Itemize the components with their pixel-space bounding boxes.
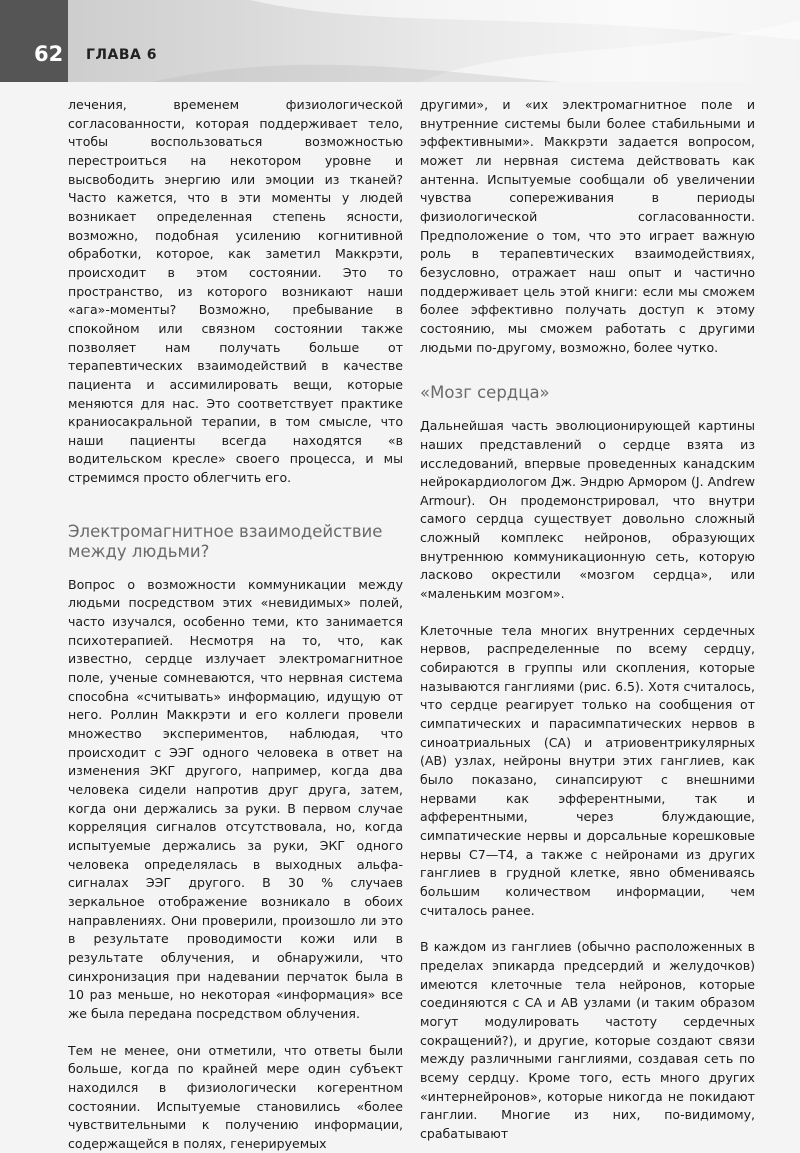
right-paragraph-1: другими», и «их электромагнитное поле и внутренние системы были более стабильными и эффективными». Маккрэти задается вопросом, может ли нервная система действовать как антенна. Испытуемые сообщали об увеличении чувства сопереживания в периоды физиологической согласованности. Предположение о том, что это играет важную роль в терапевтических взаимодействиях, безусловно, отражает наш опыт и частично поддерживает цель этой книги: если мы сможем более эффективно получать доступ к этому состоянию, мы сможем работать с другими людьми по-другому, возможно, более чутко. xyxy=(420,97,755,355)
left-column xyxy=(68,96,403,1153)
right-paragraph-3: Клеточные тела многих внутренних сердечных нервов, распределенные по всему сердцу, собираются в группы или скопления, которые называются ганглиями (рис. 6.5). Хотя считалось, что сердце реагирует только на сообщения от симпатических и парасимпатических нервов в синоатриальных (СА) и атриовентрикулярных (АВ) узлах, нейроны внутри этих ганглиев, как было показано, синапсируют с внешними нервами как эфферентными, так и афферентными, через блуждающие, симпатические нервы и дорсальные корешковые нервы С7—Т4, а также с нейронами из других ганглиев в грудной клетке, явно обмениваясь большим количеством информации, чем считалось ранее. xyxy=(420,622,755,918)
right-paragraph-4: В каждом из ганглиев (обычно расположенных в пределах эпикарда предсердий и желудочков) имеются клеточные тела нейронов, которые соединяются с СА и АВ узлами (и таким образом могут модулировать частоту сердечных сокращений?), и другие, которые создают связи между различными ганглиями, создавая сеть по всему сердцу. Кроме того, есть много других «интернейронов», которые никогда не покидают ганглии. Многие из них, по-видимому, срабатывают xyxy=(420,939,755,1141)
right-paragraph-2: Дальнейшая часть эволюционирующей картины наших представлений о сердце взята из исследований, впервые проведенных канадским нейрокардиологом Дж. Эндрю Армором (J. Andrew Armour). Он продемонстрировал, что внутри самого сердца существует довольно сложный сложный комплекс нейронов, образующих внутреннюю коммуникационную сеть, которую ласково окрестили «мозгом сердца», или «маленьким мозгом». xyxy=(420,418,755,602)
page-number-box xyxy=(0,0,68,82)
page-number: 62 xyxy=(34,42,64,66)
left-paragraph-2: Вопрос о возможности коммуникации между людьми посредством этих «невидимых» полей, часто изучался, особенно теми, кто занимается психотерапией. Несмотря на то, что, как известно, сердце излучает электромагнитное поле, ученые сомневаются, что нервная система способна «считывать» информацию, идущую от него. Роллин Маккрэти и его коллеги провели множество экспериментов, наблюдая, что происходит с ЭЭГ одного человека в ответ на изменения ЭКГ другого, например, когда два человека сидели напротив друг друга, затем, когда они держались за руки. В первом случае корреляция сигналов отсутствовала, но, когда испытуемые держались за руки, ЭКГ одного человека определялась в выходных альфа-сигналах ЭЭГ другого. В 30 % случаев зеркальное отображение возникало в обоих направлениях. Они проверили, произошло ли это в результате проводимости кожи или в результате облучения, и обнаружили, что синхронизация при надевании перчаток была в 10 раз меньше, но некоторая «информация» все же была передана посредством облучения. xyxy=(68,576,403,1021)
chapter-label: ГЛАВА 6 xyxy=(86,47,158,63)
section-title-heart-brain: «Мозг сердца» xyxy=(420,383,550,403)
left-paragraph-3: Тем не менее, они отметили, что ответы были больше, когда по крайней мере один субъект находился в физиологически когерентном состоянии. Испытуемые становились «более чувствительными к получению информации, содержащейся в полях, генерируемых xyxy=(68,1042,403,1151)
left-paragraph-1: лечения, временем физиологической согласованности, которая поддерживает тело, чтобы воспользоваться возможностью перестроиться на некотором уровне и высвободить энергию или эмоции из тканей? Часто кажется, что в эти моменты у людей возникает определенная степень ясности, возможно, подобная усилению когнитивной обработки, которое, как заметил Маккрэти, происходит в этом состоянии. Это то пространство, из которого возникают наши «ага»-моменты? Возможно, пребывание в спокойном или связном состоянии также позволяет нам получать больше от терапевтических взаимодействий в качестве пациента и ассимилировать вещи, которые меняются для нас. Это соответствует практике краниосакральной терапии, в том смысле, что наши пациенты всегда находятся «в водительском кресле» своего процесса, и мы стремимся просто облегчить его. xyxy=(68,97,403,486)
header-swoosh-decoration xyxy=(0,0,800,82)
page-header xyxy=(0,0,800,82)
section-title-electromagnetic xyxy=(68,522,403,562)
section-title-line-2: между людьми? xyxy=(68,541,210,561)
right-column xyxy=(420,96,755,1143)
section-title-line-1: Электромагнитное взаимодействие xyxy=(68,521,383,541)
